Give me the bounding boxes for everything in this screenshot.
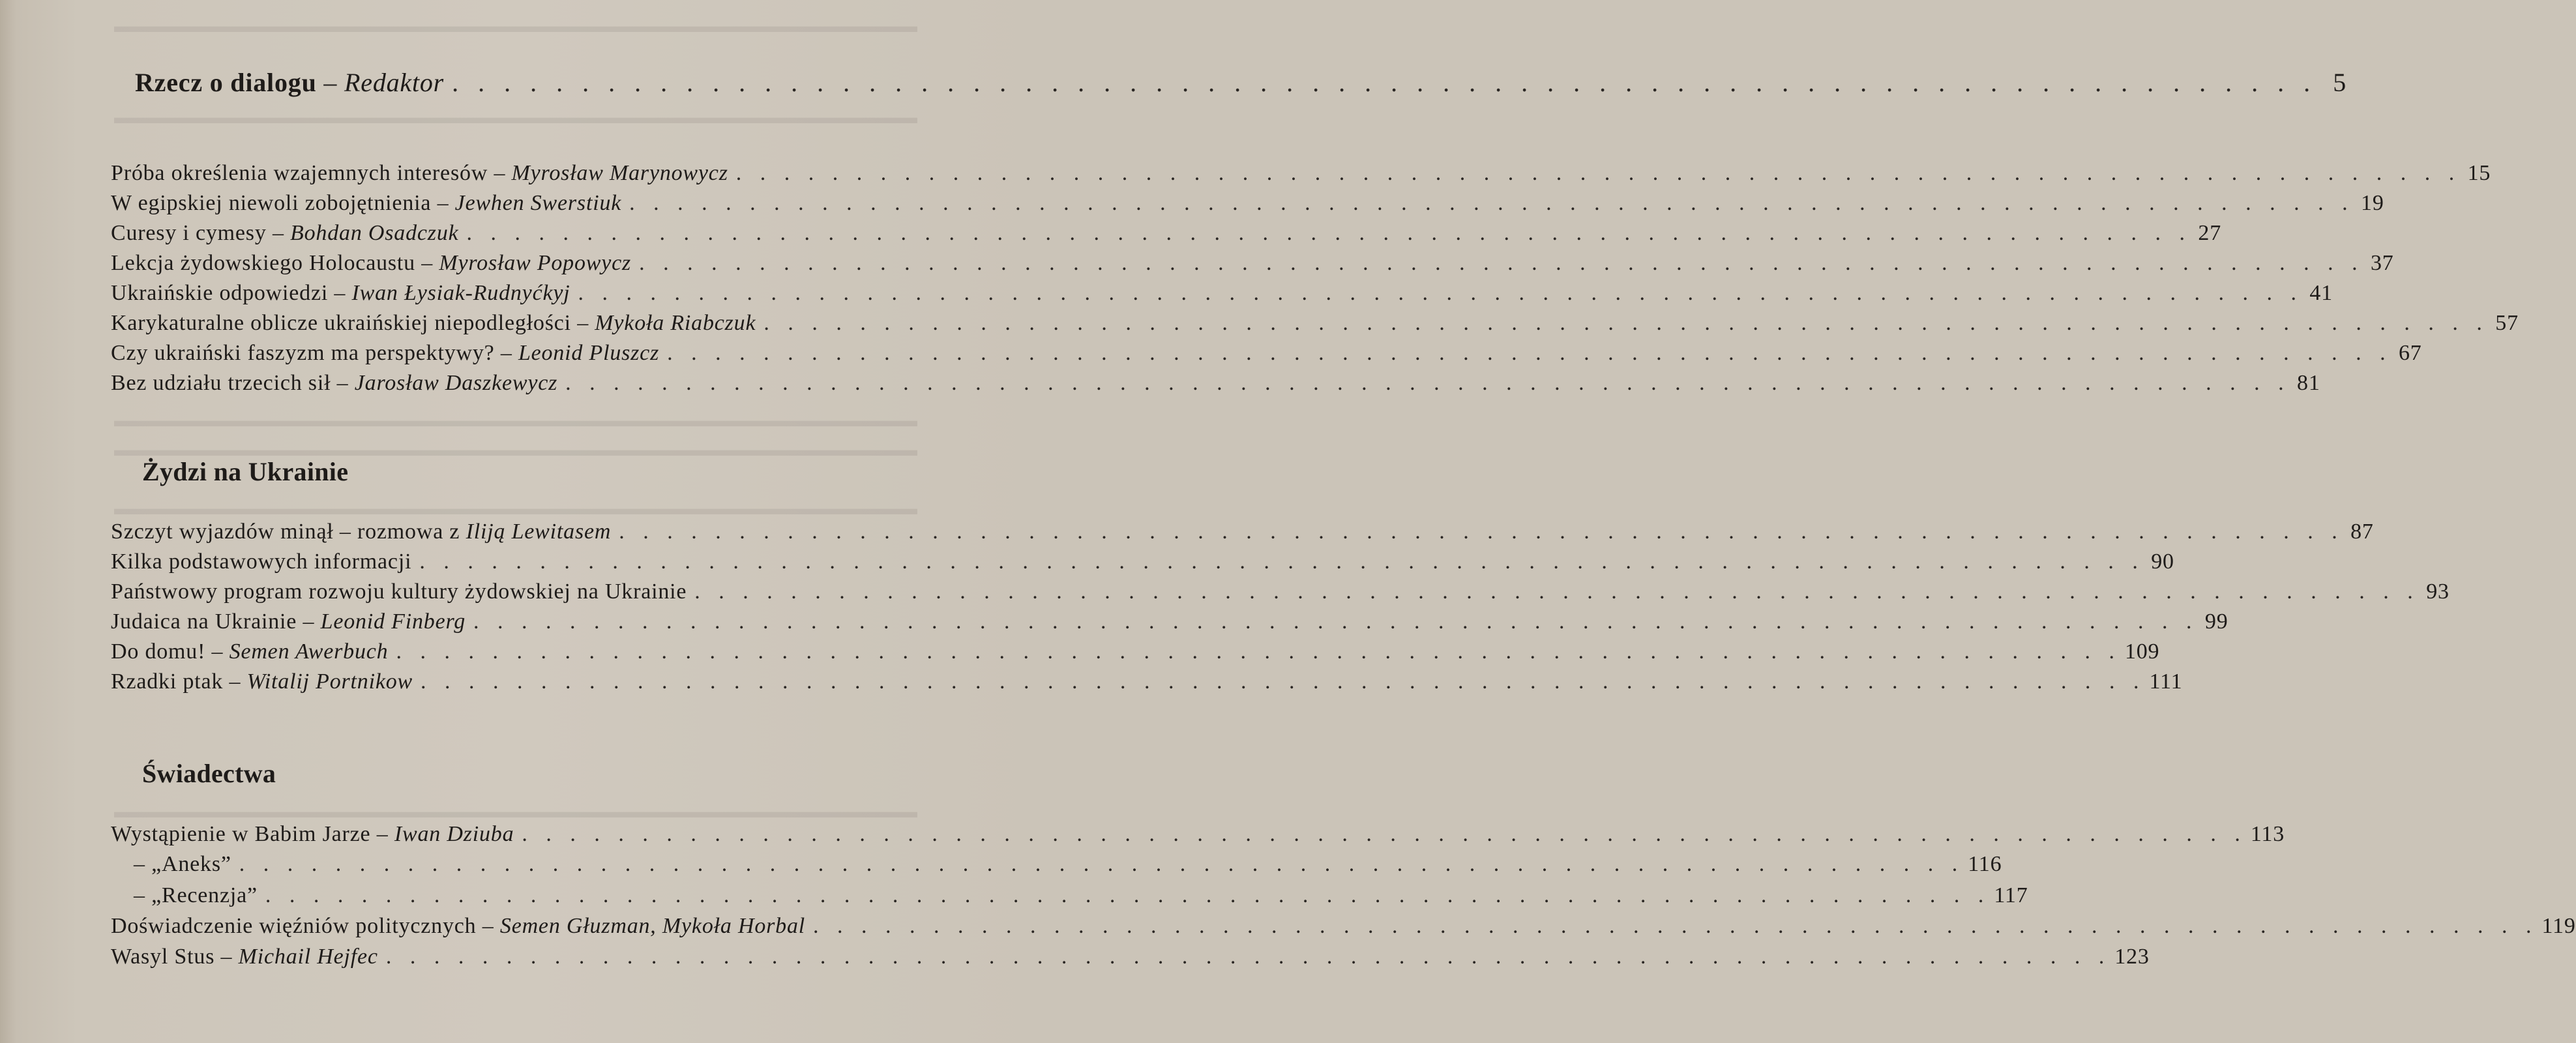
entry-page-number: 67 xyxy=(2399,341,2422,365)
toc-entry xyxy=(111,942,2150,972)
entry-separator: – xyxy=(331,371,355,395)
toc-entry xyxy=(111,308,2519,338)
toc-entry xyxy=(111,188,2384,218)
entry-title: Wasyl Stus xyxy=(111,945,215,969)
entry-page-number: 99 xyxy=(2204,610,2228,634)
entry-author: Jewhen Swerstiuk xyxy=(454,191,622,215)
entry-separator: – xyxy=(570,311,595,335)
toc-entry-intro xyxy=(135,65,2347,100)
entry-page-number: 37 xyxy=(2370,251,2394,275)
entry-page-number: 87 xyxy=(2350,520,2374,544)
entry-separator: – xyxy=(223,669,247,694)
dot-leader: . . . . . . . . . . . . . . . . . . . . . . . . . . . . . . . . . . . . . . . . . . . . . . . . . . . . . . . . . . . . . . . . . . . . . . . . xyxy=(396,639,2121,664)
entry-author: Jarosław Daszkewycz xyxy=(354,371,558,395)
entry-author: Mykoła Riabczuk xyxy=(595,311,756,335)
entry-title: Lekcja żydowskiego Holocaustu xyxy=(111,251,415,275)
show-through-text: ▬▬▬▬▬▬▬▬▬▬▬▬▬▬▬▬▬▬▬▬▬▬▬▬▬▬▬▬▬▬▬▬▬▬▬▬▬▬▬▬▬▬▬▬ xyxy=(114,411,917,431)
toc-entry xyxy=(111,338,2422,368)
toc-entry xyxy=(111,911,2576,941)
entry-separator: – xyxy=(476,914,500,938)
entry-page-number: 41 xyxy=(2309,281,2333,305)
entry-title: Judaica na Ukrainie xyxy=(111,610,297,634)
toc-entry xyxy=(111,368,2320,398)
entry-author: Iliją Lewitasem xyxy=(466,520,612,544)
entry-title: – „Recenzja” xyxy=(134,883,258,907)
section-heading: Świadectwa xyxy=(142,759,276,788)
dot-leader: . . . . . . . . . . . . . . . . . . . . . . . . . . . . . . . . . . . . . . . . . . . . . . . . . . . . . . . . . . . . . . . . . . . . . . . . xyxy=(565,371,2290,395)
show-through-text: ▬▬▬▬▬▬▬▬▬▬▬▬▬▬▬▬▬▬▬▬▬▬▬▬▬▬▬▬▬▬▬▬▬▬▬▬▬▬▬▬▬▬▬▬ xyxy=(114,108,917,128)
entry-title: Państwowy program rozwoju kultury żydowskiej na Ukrainie xyxy=(111,580,687,604)
entry-author: Bohdan Osadczuk xyxy=(290,221,459,245)
entry-separator: – xyxy=(370,822,394,846)
entry-separator: – xyxy=(205,639,229,664)
entry-title: Rzecz o dialogu xyxy=(135,68,317,97)
toc-entry xyxy=(111,577,2450,607)
dot-leader: . . . . . . . . . . . . . . . . . . . . . . . . . . . . . . . . . . . . . . . . . . . . . . . . . . . . . . . . . . . . . . . . . . . . . . . . xyxy=(813,914,2538,938)
entry-title: Bez udziału trzecich sił xyxy=(111,371,331,395)
entry-page-number: 117 xyxy=(1994,883,2028,907)
entry-separator: – xyxy=(431,191,455,215)
entry-page-number: 5 xyxy=(2333,68,2347,97)
toc-subentry xyxy=(134,881,2028,911)
entry-author: Myrosław Popowycz xyxy=(439,251,632,275)
entry-title: Curesy i cymesy xyxy=(111,221,267,245)
entry-author: Witalij Portnikow xyxy=(246,669,413,694)
dot-leader: . . . . . . . . . . . . . . . . . . . . . . . . . . . . . . . . . . . . . . . . . . . . . . . . . . . . . . . . . . . . . . . . . . . . . . . . xyxy=(419,550,2144,574)
entry-author: Michail Hejfec xyxy=(238,945,378,969)
toc-entry xyxy=(111,218,2222,248)
entry-page-number: 93 xyxy=(2426,580,2450,604)
entry-separator: – xyxy=(415,251,439,275)
entry-page-number: 15 xyxy=(2467,161,2491,185)
dot-leader: . . . . . . . . . . . . . . . . . . . . . . . . . . . . . . . . . . . . . . . . . . . . . . . . . . . . . . . . . . . . . . . . . . . . . . . . xyxy=(629,191,2354,215)
dot-leader: . . . . . . . . . . . . . . . . . . . . . . . . . . . . . . . . . . . . . . . . . . . . . . . . . . . . . . . . . . . . . . . . . . . . . . . . xyxy=(265,883,1991,907)
entry-separator: – xyxy=(266,221,291,245)
show-through-text: ▬▬▬▬▬▬▬▬▬▬▬▬▬▬▬▬▬▬▬▬▬▬▬▬▬▬▬▬▬▬▬▬▬▬▬▬▬▬▬▬▬▬▬▬ xyxy=(114,499,917,519)
toc-entry xyxy=(111,667,2183,697)
entry-page-number: 113 xyxy=(2250,822,2285,846)
toc-entry xyxy=(111,158,2491,188)
dot-leader: . . . . . . . . . . . . . . . . . . . . . . . . . . . . . . . . . . . . . . . . . . . . . . . . . . . . . . . . . . . . . . . . . . . . . . . . xyxy=(639,251,2364,275)
toc-entry xyxy=(111,607,2228,637)
entry-separator: – xyxy=(328,281,352,305)
entry-page-number: 109 xyxy=(2124,639,2160,664)
entry-page-number: 90 xyxy=(2151,550,2174,574)
entry-author: Iwan Łysiak-Rudnyćkyj xyxy=(351,281,570,305)
entry-page-number: 119 xyxy=(2541,914,2576,938)
entry-page-number: 81 xyxy=(2297,371,2320,395)
entry-title: Wystąpienie w Babim Jarze xyxy=(111,822,371,846)
entry-title: Szczyt wyjazdów minął – rozmowa z xyxy=(111,520,460,544)
dot-leader: . . . . . . . . . . . . . . . . . . . . . . . . . . . . . . . . . . . . . . . . . . . . . . . . . . . . . . . . . . . . . . . . . . . . . . . . xyxy=(763,311,2489,335)
dot-leader: . . . . . . . . . . . . . . . . . . . . . . . . . . . . . . . . . . . . . . . . . . . . . . . . . . . . . . . . . . . . . . . . . . . . . . . . xyxy=(473,610,2198,634)
dot-leader: . . . . . . . . . . . . . . . . . . . . . . . . . . . . . . . . . . . . . . . . . . . . . . . . . . . . . . . . . . . . . . . . . . . . . . . . xyxy=(694,580,2420,604)
entry-title: W egipskiej niewoli zobojętnienia xyxy=(111,191,432,215)
toc-entry xyxy=(111,517,2374,547)
toc-subentry xyxy=(134,849,2002,879)
dot-leader: . . . . . . . . . . . . . . . . . . . . . . . . . . . . . . . . . . . . . . . . . . . . . . . . . . . . . . . . . . . . . . . . . . . . . . . . xyxy=(421,669,2146,694)
dot-leader: . . . . . . . . . . . . . . . . . . . . . . . . . . . . . . . . . . . . . . . . . . . . . . . . . . . . . . . . . . . . . . . . . . . . . . . . xyxy=(385,945,2111,969)
toc-entry xyxy=(111,819,2285,849)
entry-title: – „Aneks” xyxy=(134,852,231,876)
dot-leader: . . . . . . . . . . . . . . . . . . . . . . . . . . . . . . . . . . . . . . . . . . . . . . . . . . . . . . . . . . . . . . . . . . . . . . . . xyxy=(522,822,2247,846)
toc-entry xyxy=(111,248,2394,278)
entry-page-number: 57 xyxy=(2495,311,2519,335)
entry-title: Rzadki ptak xyxy=(111,669,224,694)
entry-title: Do domu! xyxy=(111,639,206,664)
entry-separator: – xyxy=(215,945,239,969)
entry-title: Karykaturalne oblicze ukraińskiej niepodległości xyxy=(111,311,571,335)
show-through-text: ▬▬▬▬▬▬▬▬▬▬▬▬▬▬▬▬▬▬▬▬▬▬▬▬▬▬▬▬▬▬▬▬▬▬▬▬▬▬▬▬▬▬▬▬ xyxy=(114,802,917,822)
dot-leader: . . . . . . . . . . . . . . . . . . . . . . . . . . . . . . . . . . . . . . . . . . . . . . . . . . . . . . . . . . . . . . . . . . . . . . . . xyxy=(466,221,2192,245)
entry-title: Ukraińskie odpowiedzi xyxy=(111,281,329,305)
entry-author: Semen Głuzman, Mykoła Horbal xyxy=(499,914,805,938)
entry-title: Próba określenia wzajemnych interesów xyxy=(111,161,488,185)
show-through-text: ▬▬▬▬▬▬▬▬▬▬▬▬▬▬▬▬▬▬▬▬▬▬▬▬▬▬▬▬▬▬▬▬▬▬▬▬▬▬▬▬▬▬▬▬ xyxy=(114,440,917,460)
entry-separator: – xyxy=(488,161,512,185)
dot-leader: . . . . . . . . . . . . . . . . . . . . . . . . . . . . . . . . . . . . . . . . . . . . . . . . . . . . . . . . . . . . . . . . . . . . . . . . xyxy=(452,68,2317,97)
entry-separator: – xyxy=(297,610,321,634)
entry-author: Leonid Finberg xyxy=(320,610,466,634)
toc-entry xyxy=(111,278,2333,308)
entry-page-number: 19 xyxy=(2361,191,2384,215)
entry-title: Czy ukraiński faszyzm ma perspektywy? xyxy=(111,341,495,365)
section-heading: Żydzi na Ukrainie xyxy=(142,457,349,486)
entry-title: Kilka podstawowych informacji xyxy=(111,550,412,574)
entry-page-number: 116 xyxy=(1968,852,2002,876)
dot-leader: . . . . . . . . . . . . . . . . . . . . . . . . . . . . . . . . . . . . . . . . . . . . . . . . . . . . . . . . . . . . . . . . . . . . . . . . xyxy=(619,520,2344,544)
entry-separator xyxy=(460,517,466,547)
entry-author: Semen Awerbuch xyxy=(229,639,389,664)
entry-author: Iwan Dziuba xyxy=(394,822,514,846)
entry-author: Myrosław Marynowycz xyxy=(511,161,728,185)
entry-separator: – xyxy=(494,341,518,365)
dot-leader: . . . . . . . . . . . . . . . . . . . . . . . . . . . . . . . . . . . . . . . . . . . . . . . . . . . . . . . . . . . . . . . . . . . . . . . . xyxy=(667,341,2392,365)
entry-title: Doświadczenie więźniów politycznych xyxy=(111,914,477,938)
dot-leader: . . . . . . . . . . . . . . . . . . . . . . . . . . . . . . . . . . . . . . . . . . . . . . . . . . . . . . . . . . . . . . . . . . . . . . . . xyxy=(239,852,1964,876)
dot-leader: . . . . . . . . . . . . . . . . . . . . . . . . . . . . . . . . . . . . . . . . . . . . . . . . . . . . . . . . . . . . . . . . . . . . . . . . xyxy=(578,281,2303,305)
entry-author: Leonid Pluszcz xyxy=(518,341,660,365)
toc-entry xyxy=(111,547,2174,577)
entry-page-number: 123 xyxy=(2114,945,2150,969)
entry-page-number: 27 xyxy=(2198,221,2222,245)
entry-page-number: 111 xyxy=(2149,669,2183,694)
show-through-text: ▬▬▬▬▬▬▬▬▬▬▬▬▬▬▬▬▬▬▬▬▬▬▬▬▬▬▬▬▬▬▬▬▬▬▬▬▬▬▬▬▬▬▬▬ xyxy=(114,16,917,37)
dot-leader: . . . . . . . . . . . . . . . . . . . . . . . . . . . . . . . . . . . . . . . . . . . . . . . . . . . . . . . . . . . . . . . . . . . . . . . . xyxy=(735,161,2461,185)
toc-entry xyxy=(111,637,2160,667)
entry-separator: – xyxy=(316,68,345,97)
entry-author: Redaktor xyxy=(344,68,445,97)
